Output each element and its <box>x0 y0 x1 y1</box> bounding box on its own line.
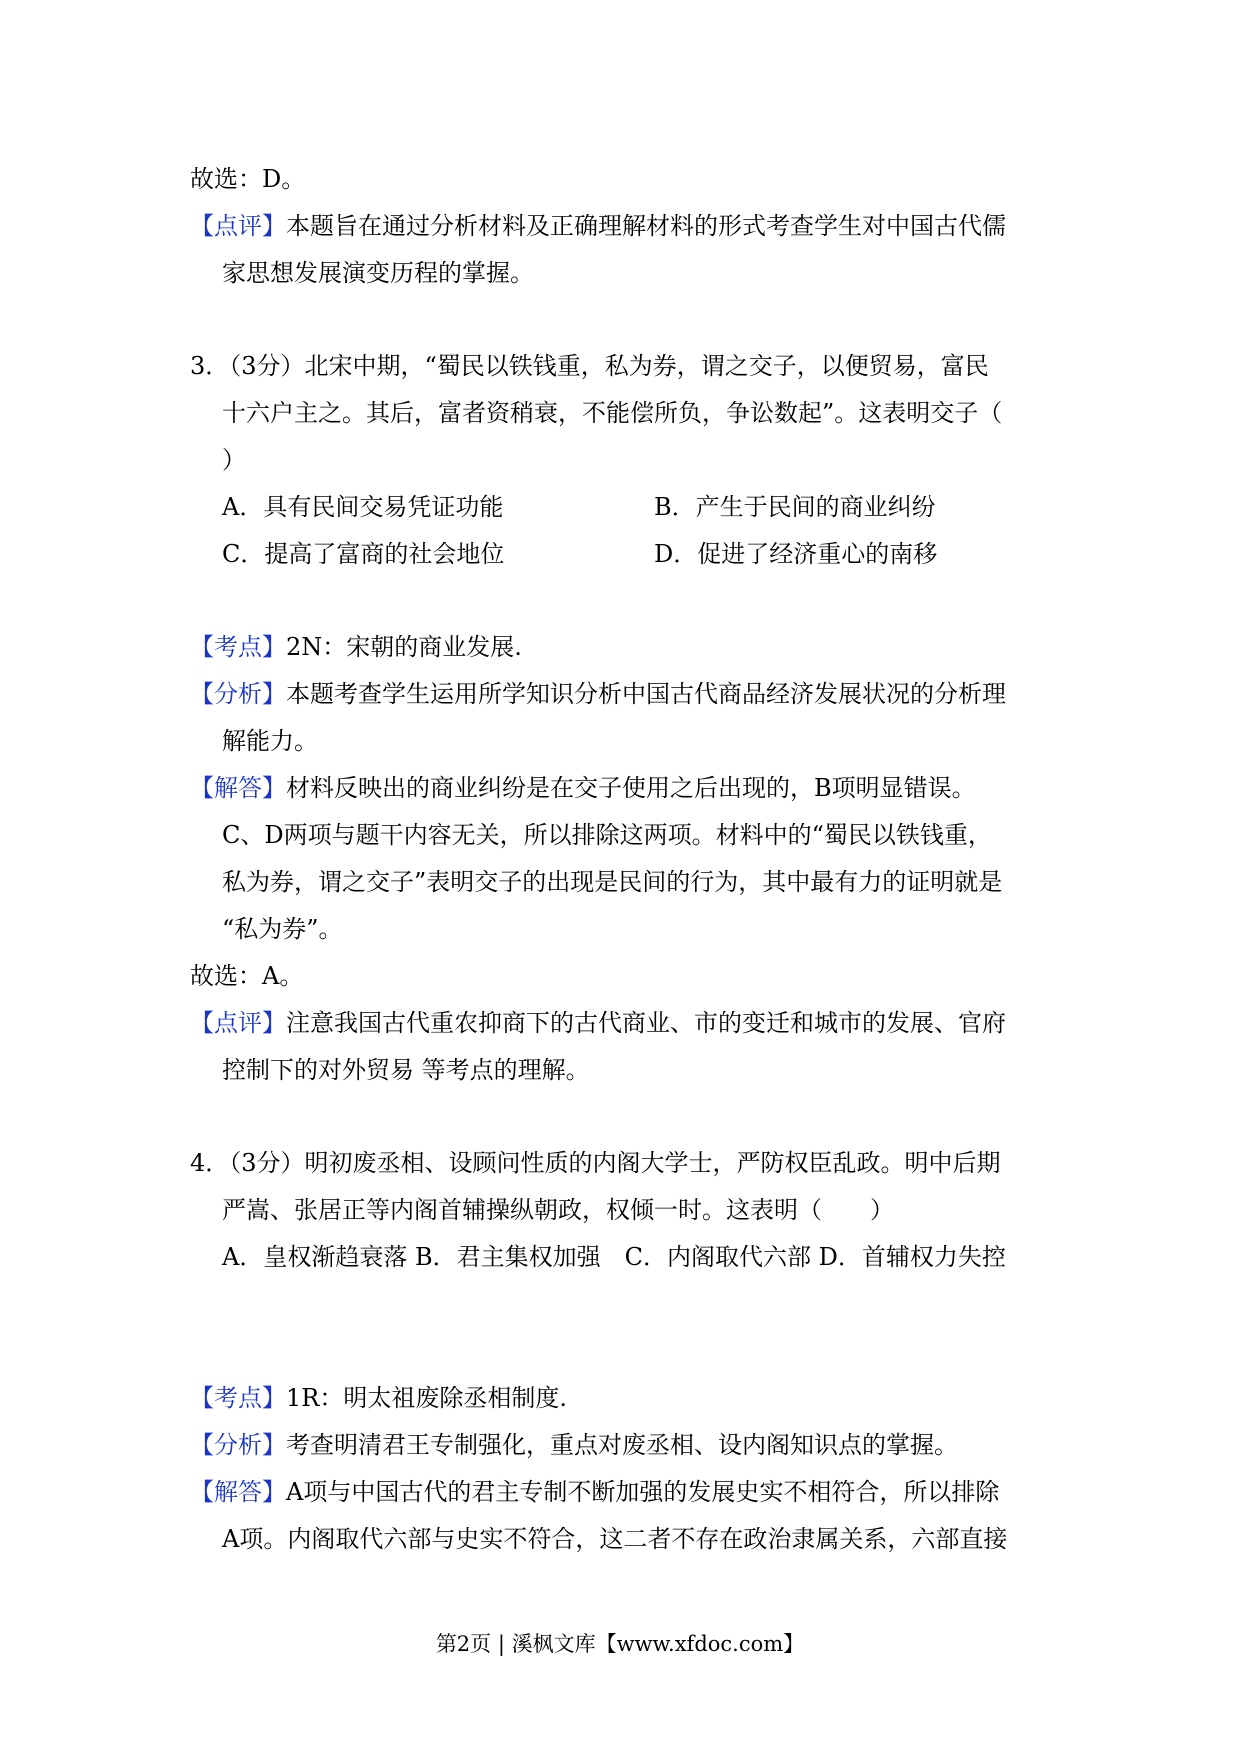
q3-option-a: A．具有民间交易凭证功能 <box>222 493 504 521</box>
kaodian-tag: 【考点】 <box>190 1384 286 1412</box>
q3-fenxi-cont: 解能力。 <box>222 727 318 755</box>
jieda-tag: 【解答】 <box>190 1478 286 1506</box>
q4-kaodian-text: 1R：明太祖废除丞相制度. <box>286 1384 567 1412</box>
q3-comment-cont: 控制下的对外贸易 等考点的理解。 <box>222 1056 590 1084</box>
q3-options-row1 <box>190 484 1080 531</box>
q3-jieda-cont-1: C、D两项与题干内容无关，所以排除这两项。材料中的“蜀民以铁钱重， <box>222 821 992 849</box>
comment-tag: 【点评】 <box>190 212 286 240</box>
fenxi-tag: 【分析】 <box>190 1431 286 1459</box>
q3-option-c: C．提高了富商的社会地位 <box>222 540 505 568</box>
page-footer: 第2页 | 溪枫文库【www.xfdoc.com】 <box>435 1632 805 1656</box>
document-body <box>190 156 1080 1563</box>
q3-jieda-cont-3: “私为券”。 <box>222 915 343 943</box>
q3-comment-text: 注意我国古代重农抑商下的古代商业、市的变迁和城市的发展、官府 <box>286 1009 1006 1037</box>
fenxi-tag: 【分析】 <box>190 680 286 708</box>
q4-fenxi <box>190 1422 1080 1469</box>
q4-options: A．皇权渐趋衰落 B．君主集权加强 C．内阁取代六部 D．首辅权力失控 <box>222 1243 1006 1271</box>
q2-comment-text: 本题旨在通过分析材料及正确理解材料的形式考查学生对中国古代儒 <box>286 212 1006 240</box>
q4-kaodian <box>190 1375 1080 1422</box>
q3-fenxi <box>190 671 1080 718</box>
q3-option-b: B．产生于民间的商业纠纷 <box>654 493 936 521</box>
q2-comment <box>190 203 1080 250</box>
q3-stem: 3．（3分）北宋中期，“蜀民以铁钱重，私为券，谓之交子，以便贸易，富民 <box>190 352 989 380</box>
q4-fenxi-text: 考查明清君王专制强化，重点对废丞相、设内阁知识点的掌握。 <box>286 1431 958 1459</box>
q3-kaodian-text: 2N：宋朝的商业发展. <box>286 633 522 661</box>
q3-answer: 故选：A。 <box>190 962 304 990</box>
q2-answer: 故选：D。 <box>190 165 306 193</box>
q3-kaodian <box>190 624 1080 671</box>
q3-jieda <box>190 765 1080 812</box>
q4-stem-cont: 严嵩、张居正等内阁首辅操纵朝政，权倾一时。这表明（ ） <box>222 1196 894 1224</box>
q3-stem-cont: 十六户主之。其后，富者资稍衰，不能偿所负，争讼数起”。这表明交子（ <box>222 399 1003 427</box>
q4-jieda <box>190 1469 1080 1516</box>
q2-comment-cont: 家思想发展演变历程的掌握。 <box>222 259 534 287</box>
q4-jieda-text: A项与中国古代的君主专制不断加强的发展史实不相符合，所以排除 <box>286 1478 1000 1506</box>
kaodian-tag: 【考点】 <box>190 633 286 661</box>
q3-stem-end: ） <box>222 446 246 474</box>
q3-comment <box>190 1000 1080 1047</box>
comment-tag: 【点评】 <box>190 1009 286 1037</box>
q3-options-row2 <box>190 531 1080 578</box>
q4-jieda-cont: A项。内阁取代六部与史实不符合，这二者不存在政治隶属关系，六部直接 <box>222 1525 1008 1553</box>
q4-stem: 4．（3分）明初废丞相、设顾问性质的内阁大学士，严防权臣乱政。明中后期 <box>190 1149 1001 1177</box>
q3-jieda-cont-2: 私为券，谓之交子”表明交子的出现是民间的行为，其中最有力的证明就是 <box>222 868 1003 896</box>
q3-jieda-text: 材料反映出的商业纠纷是在交子使用之后出现的，B项明显错误。 <box>286 774 976 802</box>
q3-fenxi-text: 本题考查学生运用所学知识分析中国古代商品经济发展状况的分析理 <box>286 680 1006 708</box>
jieda-tag: 【解答】 <box>190 774 286 802</box>
q3-option-d: D．促进了经济重心的南移 <box>654 540 938 568</box>
